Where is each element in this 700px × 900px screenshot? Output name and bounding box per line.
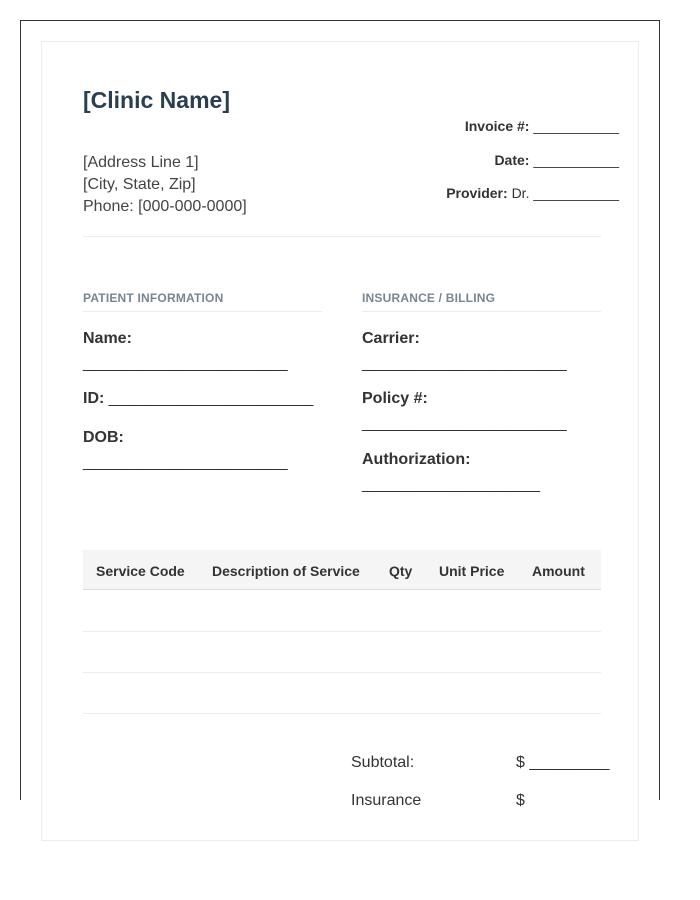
provider-field bbox=[446, 185, 619, 201]
patient-id-field bbox=[83, 390, 313, 408]
carrier-blank: _______________________ bbox=[362, 355, 567, 372]
table-row-3 bbox=[83, 713, 601, 714]
provider-prefix: Dr. bbox=[511, 185, 530, 201]
subtotal-value bbox=[516, 754, 609, 772]
header-description: Description of Service bbox=[212, 563, 360, 579]
insurance-section-divider bbox=[362, 311, 601, 312]
subtotal-currency: $ bbox=[516, 754, 525, 771]
clinic-phone: Phone: [000-000-0000] bbox=[83, 198, 247, 215]
authorization-blank: ____________________ bbox=[362, 476, 540, 493]
document-frame bbox=[20, 20, 660, 809]
header-qty: Qty bbox=[389, 563, 413, 579]
insurance-total-currency: $ bbox=[516, 792, 525, 809]
address-line-1: [Address Line 1] bbox=[83, 154, 199, 171]
policy-blank: _______________________ bbox=[362, 415, 567, 432]
date-blank: ___________ bbox=[533, 152, 619, 168]
carrier-label: Carrier: bbox=[362, 330, 420, 347]
insurance-total-label: Insurance bbox=[351, 792, 422, 809]
authorization-label: Authorization: bbox=[362, 451, 471, 468]
patient-section-title: PATIENT INFORMATION bbox=[83, 291, 224, 305]
patient-section-divider bbox=[83, 311, 322, 312]
policy-label: Policy #: bbox=[362, 390, 428, 407]
patient-dob-label: DOB: bbox=[83, 429, 124, 446]
invoice-number-field bbox=[465, 118, 619, 134]
date-field bbox=[494, 152, 619, 168]
patient-dob-blank: _______________________ bbox=[83, 454, 288, 471]
services-table-header bbox=[83, 550, 601, 590]
table-row-2 bbox=[83, 672, 601, 673]
city-state-zip: [City, State, Zip] bbox=[83, 176, 196, 193]
header-service-code: Service Code bbox=[96, 563, 185, 579]
header-unit-price: Unit Price bbox=[439, 563, 505, 579]
header-amount: Amount bbox=[532, 563, 585, 579]
insurance-section-title: INSURANCE / BILLING bbox=[362, 291, 496, 305]
table-row-1 bbox=[83, 631, 601, 632]
invoice-sheet bbox=[41, 41, 639, 841]
subtotal-blank: _________ bbox=[529, 754, 610, 771]
patient-id-blank: _______________________ bbox=[108, 390, 314, 407]
patient-id-label: ID: bbox=[83, 390, 105, 407]
date-label: Date: bbox=[494, 152, 530, 168]
subtotal-label: Subtotal: bbox=[351, 754, 415, 771]
patient-name-blank: _______________________ bbox=[83, 355, 288, 372]
patient-name-label: Name: bbox=[83, 330, 132, 347]
provider-label: Provider: bbox=[446, 185, 508, 201]
invoice-number-label: Invoice #: bbox=[464, 118, 530, 134]
header-divider bbox=[83, 236, 601, 237]
invoice-number-blank: ___________ bbox=[533, 118, 619, 134]
clinic-name: [Clinic Name] bbox=[83, 87, 230, 113]
provider-blank: ___________ bbox=[533, 185, 619, 201]
